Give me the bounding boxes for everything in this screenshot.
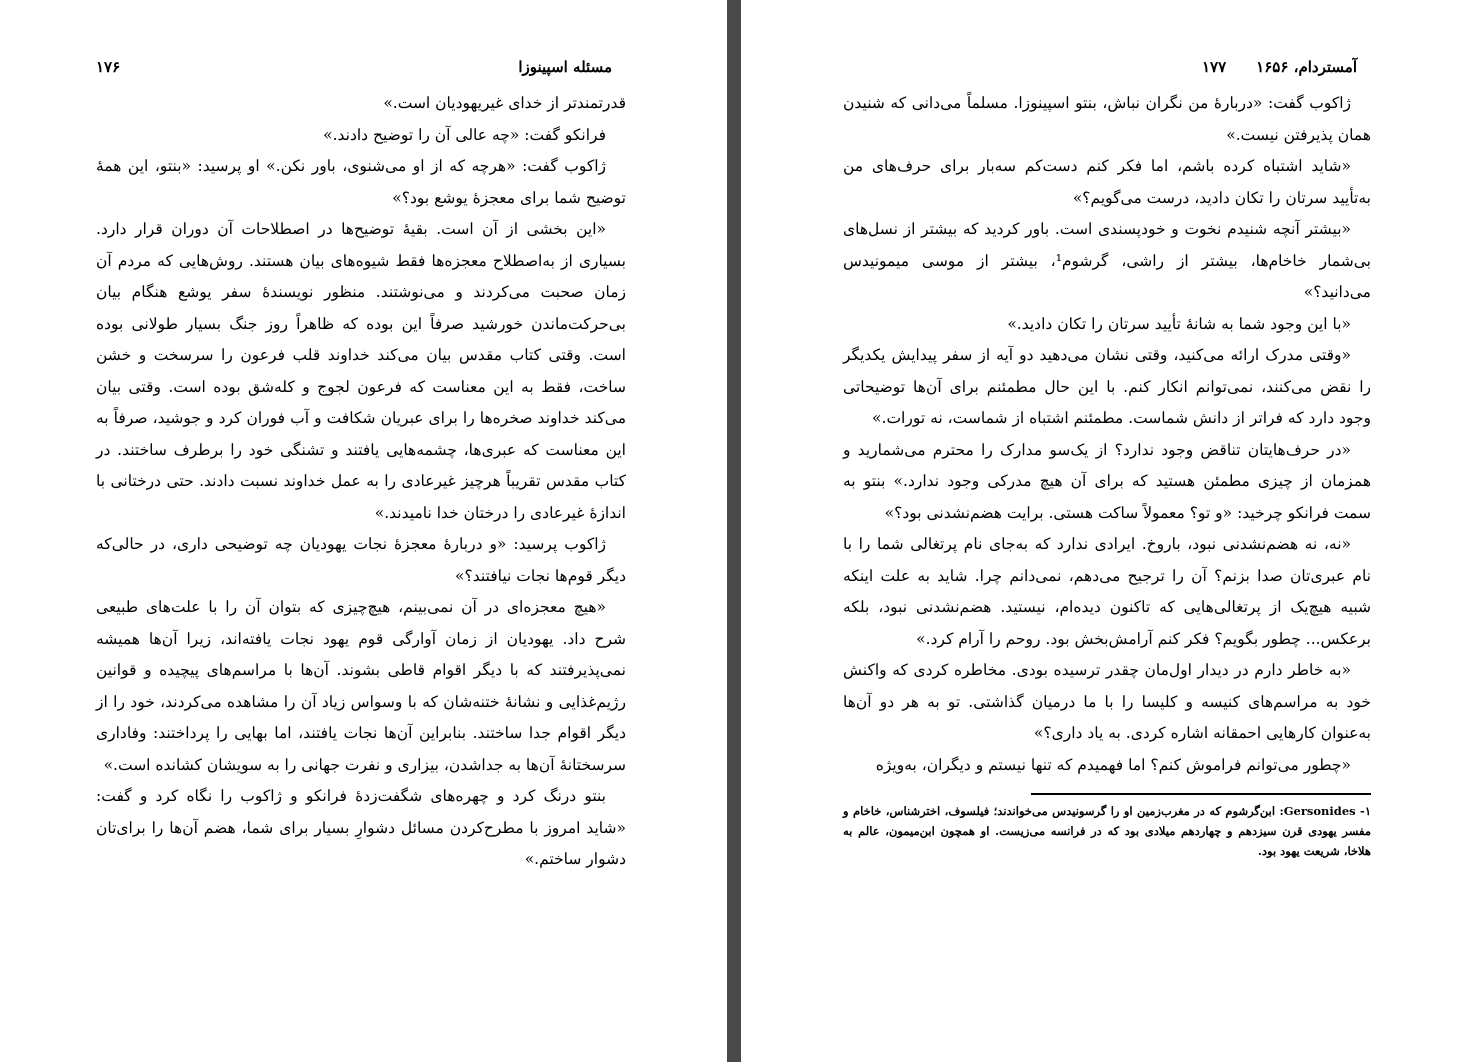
book-spine — [727, 0, 741, 1062]
paragraph: «وقتی مدرک ارائه می‌کنید، وقتی نشان می‌دهید دو آیه از سفر پیدایش یکدیگر را نقض می‌کنند، نمی‌توانم انکار کنم. با این حال مطمئنم برای آن‌ها توضیحاتی وجود دارد که فراتر از دانش شماست. مطمئنم اشتباه از شماست، نه تورات.» — [843, 346, 1371, 427]
paragraph: «شاید اشتباه کرده باشم، اما فکر کنم دست‌کم سه‌بار برای حرف‌های من به‌تأیید سرتان را تکان دادید، درست می‌گویم؟» — [843, 157, 1371, 207]
paragraph: بنتو درنگ کرد و چهره‌های شگفت‌زدهٔ فرانکو و ژاکوب را نگاه کرد و گفت: «شاید امروز با مطرح‌کردن مسائل دشوارِ بسیار برای شما، هضم آن‌ها را برای‌تان دشوار ساختم.» — [96, 787, 626, 868]
page-body — [843, 88, 1371, 781]
right-page-header — [843, 50, 1371, 84]
right-page — [843, 50, 1371, 916]
page-body — [96, 88, 626, 876]
paragraph: «نه، نه هضم‌نشدنی نبود، باروخ. ایرادی ندارد که به‌جای نام پرتغالی شما را با نام عبری‌تان صدا بزنم؟ آن را ترجیح می‌دهم، نمی‌دانم چرا. شاید به علت اینکه شبیه هیچ‌یک از پرتغالی‌هایی که تاکنون دیده‌ام، نیستید. هضم‌نشدنی نبود، بلکه برعکس... چطور بگویم؟ فکر کنم آرامش‌بخش بود. روحم را آرام کرد.» — [843, 535, 1371, 648]
paragraph: «این بخشی از آن است. بقیهٔ توضیح‌ها در اصطلاحات آن دوران قرار دارد. بسیاری از به‌اصطلاح معجزه‌ها فقط شیوه‌های بیان هستند. روش‌هایی که مردم آن زمان صحبت می‌کردند و می‌نوشتند. منظور نویسندهٔ سفر یوشع هنگام بیان بی‌حرکت‌ماندن خورشید صرفاً این بوده که ظاهراً روز جنگ بسیار طولانی بوده است. وقتی کتاب مقدس بیان می‌کند خداوند قلب فرعون را سرسخت و خشن ساخت، فقط به این معناست که فرعون لجوج و کله‌شق بوده است. وقتی بیان می‌کند خداوند صخره‌ها را برای عبریان شکافت و آب فوران کرد و جوشید، صرفاً به این معناست که عبری‌ها، چشمه‌هایی یافتند و تشنگی خود را برطرف ساختند. در کتاب مقدس تقریباً هرچیز غیرعادی را به عمل خداوند نسبت دادند. حتی درختانی با اندازهٔ غیرعادی را درختان خدا نامیدند.» — [96, 220, 626, 522]
paragraph: «هیچ معجزه‌ای در آن نمی‌بینم، هیچ‌چیزی که بتوان آن را با علت‌های طبیعی شرح داد. یهودیان از زمان آوارگی قوم یهود نجات یافته‌اند، زیرا آن‌ها همیشه نمی‌پذیرفتند که با دیگر اقوام قاطی بشوند. آن‌ها با مراسم‌های پیچیده و قوانین رژیم‌غذایی و نشانهٔ ختنه‌شان که با وسواس زیاد آن را مشاهده می‌کردند، خود را از دیگر اقوام جدا ساختند. بنابراین آن‌ها نجات یافتند، اما بهایی را پرداختند: وفاداری سرسختانهٔ آن‌ها به جداشدن، بیزاری و نفرت جهانی را به سویشان کشانده است.» — [96, 598, 626, 774]
page-number: ۱۷۶ — [96, 58, 121, 76]
paragraph: ژاکوب گفت: «هرچه که از او می‌شنوی، باور نکن.» او پرسید: «بنتو، این همهٔ توضیح شما برای معجزهٔ یوشع بود؟» — [96, 157, 626, 207]
page-number: ۱۷۷ — [1202, 58, 1227, 76]
running-title: آمستردام، ۱۶۵۶ — [1256, 58, 1357, 76]
paragraph: قدرتمندتر از خدای غیریهودیان است.» — [383, 94, 626, 112]
paragraph: «با این وجود شما به شانهٔ تأیید سرتان را تکان دادید.» — [1007, 314, 1351, 333]
paragraph: فرانکو گفت: «چه عالی آن را توضیح دادند.» — [323, 125, 606, 144]
paragraph: «بیشتر آنچه شنیدم نخوت و خودپسندی است. باور کردید که بیشتر از نسل‌های بی‌شمار خاخام‌ها، بیشتر از راشی، گرشوم¹، بیشتر از موسی میمونیدس می‌دانید؟» — [843, 220, 1371, 301]
paragraph: «در حرف‌هایتان تناقض وجود ندارد؟ از یک‌سو مدارک را محترم می‌شمارید و همزمان از چیزی مطمئن هستید که برای آن هیچ مدرکی وجود ندارد.» بنتو به سمت فرانکو چرخید: «و تو؟ معمولاً ساکت هستی. برایت هضم‌نشدنی بود؟» — [843, 440, 1371, 522]
left-page — [96, 50, 626, 920]
paragraph: ژاکوب گفت: «دربارهٔ من نگران نباش، بنتو اسپینوزا. مسلماً می‌دانی که شنیدن همان پذیرفتن نیست.» — [843, 94, 1371, 144]
paragraph: «به خاطر دارم در دیدار اول‌مان چقدر ترسیده بودی. مخاطره کردی که واکنش خود به مراسم‌های کنیسه و کلیسا را با ما درمیان گذاشتی. تو به هر دو آن‌ها به‌عنوان کارهایی احمقانه اشاره کردی. به یاد داری؟» — [843, 661, 1371, 742]
footnote-rule — [1031, 793, 1371, 795]
footnote: ۱- Gersonides: ابن‌گرشوم که در مغرب‌زمین او را گرسونیدس می‌خواندند؛ فیلسوف، اخترشناس، خاخام و مفسر یهودی قرن سیزدهم و چهاردهم میلادی بود که در فرانسه می‌زیست. او همچون ابن‌میمون، عالم به هلاخا، شریعت یهود بود. — [843, 804, 1371, 858]
paragraph: ژاکوب پرسید: «و دربارهٔ معجزهٔ نجات یهودیان چه توضیحی داری، در حالی‌که دیگر قوم‌ها نجات نیافتند؟» — [96, 535, 626, 585]
running-title: مسئله اسپینوزا — [518, 58, 612, 76]
paragraph: «چطور می‌توانم فراموش کنم؟ اما فهمیدم که تنها نیستم و دیگران، به‌ویژه — [875, 755, 1351, 774]
left-page-header — [96, 50, 626, 84]
